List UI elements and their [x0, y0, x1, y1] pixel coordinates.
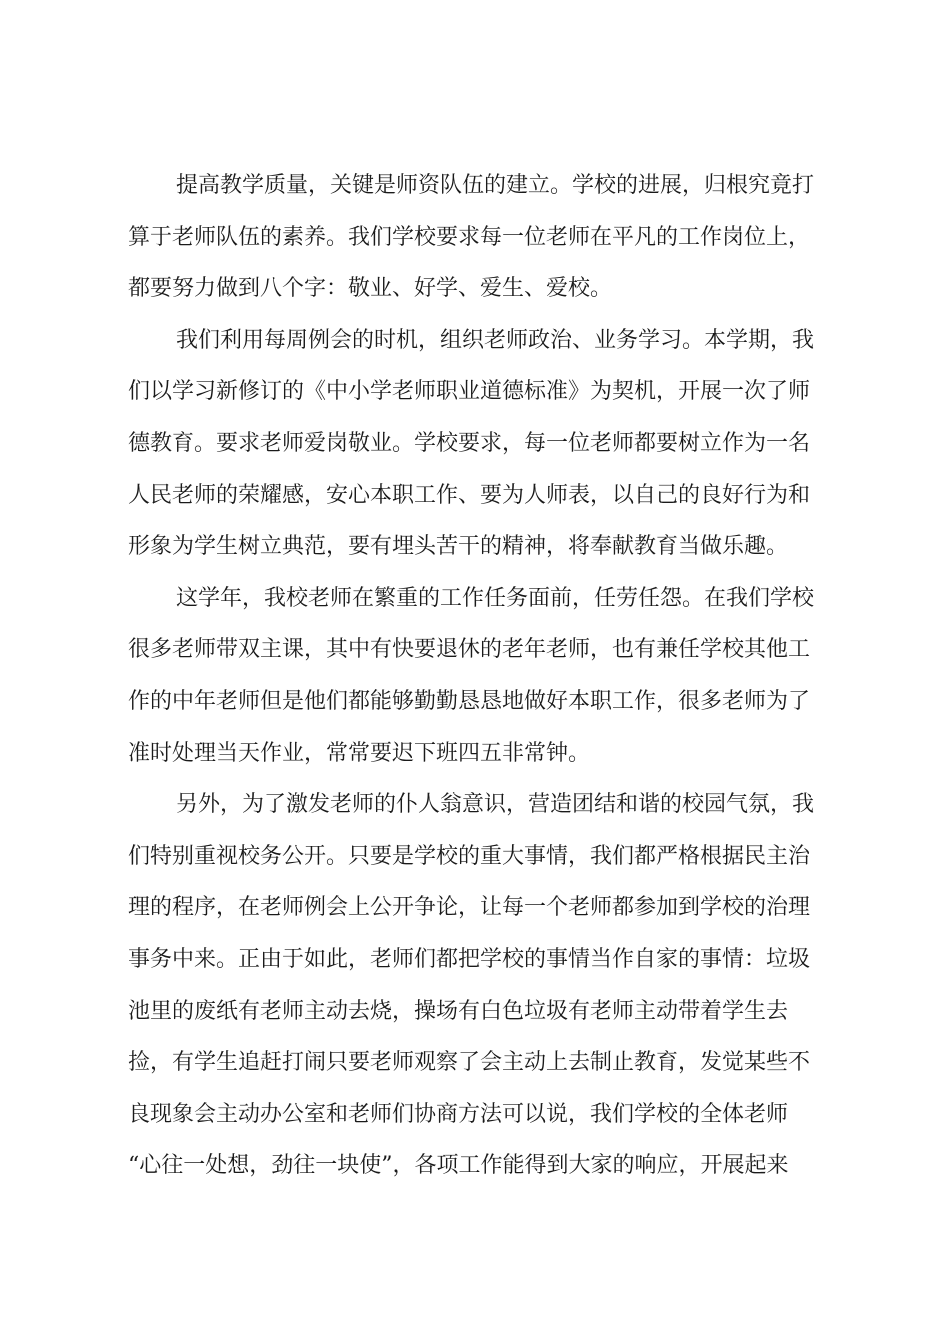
text-line: 另外，为了激发老师的仆人翁意识，营造团结和谐的校园气氛，我 [176, 792, 815, 818]
text-line: 提高教学质量，关键是师资队伍的建立。学校的进展，归根究竟打 [176, 173, 815, 198]
text-line: 这学年，我校老师在繁重的工作任务面前，任劳任怨。在我们学校 [176, 585, 815, 611]
text-line: 算于老师队伍的素养。我们学校要求每一位老师在平凡的工作岗位上， [128, 224, 811, 250]
text-line: 作的中年老师但是他们都能够勤勤恳恳地做好本职工作，很多老师为了 [128, 688, 811, 714]
text-line: 们以学习新修订的《中小学老师职业道德标准》为契机，开展一次了师 [128, 379, 811, 405]
text-line: 们特别重视校务公开。只要是学校的重大事情，我们都严格根据民主治 [128, 843, 811, 869]
text-line: 准时处理当天作业，常常要迟下班四五非常钟。 [128, 740, 591, 766]
paragraph-3 [128, 573, 828, 779]
text-line: 都要努力做到八个字：敬业、好学、爱生、爱校。 [128, 276, 613, 302]
text-line: 事务中来。正由于如此，老师们都把学校的事情当作自家的事情：垃圾 [128, 946, 811, 972]
text-line: 德教育。要求老师爱岗敬业。学校要求，每一位老师都要树立作为一名 [128, 430, 811, 456]
text-line: 捡，有学生追赶打闹只要老师观察了会主动上去制止教育，发觉某些不 [128, 1050, 811, 1076]
text-line: 很多老师带双主课，其中有快要退休的老年老师，也有兼任学校其他工 [128, 637, 811, 663]
paragraph-2 [128, 315, 828, 573]
text-line: 形象为学生树立典范，要有埋头苦干的精神，将奉献教育当做乐趣。 [128, 534, 789, 560]
text-line: 良现象会主动办公室和老师们协商方法可以说，我们学校的全体老师 [128, 1101, 789, 1127]
text-line: 理的程序，在老师例会上公开争论，让每一个老师都参加到学校的治理 [128, 895, 811, 921]
text-line: 人民老师的荣耀感，安心本职工作、要为人师表，以自己的良好行为和 [128, 482, 811, 508]
text-line: “心往一处想，劲往一块使”，各项工作能得到大家的响应，开展起来 [128, 1153, 789, 1179]
text-line: 我们利用每周例会的时机，组织老师政治、业务学习。本学期，我 [176, 327, 815, 353]
text-line: 池里的废纸有老师主动去烧，操场有白色垃圾有老师主动带着学生去 [128, 998, 789, 1024]
paragraph-4 [128, 779, 828, 1192]
document-body [128, 160, 828, 1192]
paragraph-1 [128, 160, 828, 315]
